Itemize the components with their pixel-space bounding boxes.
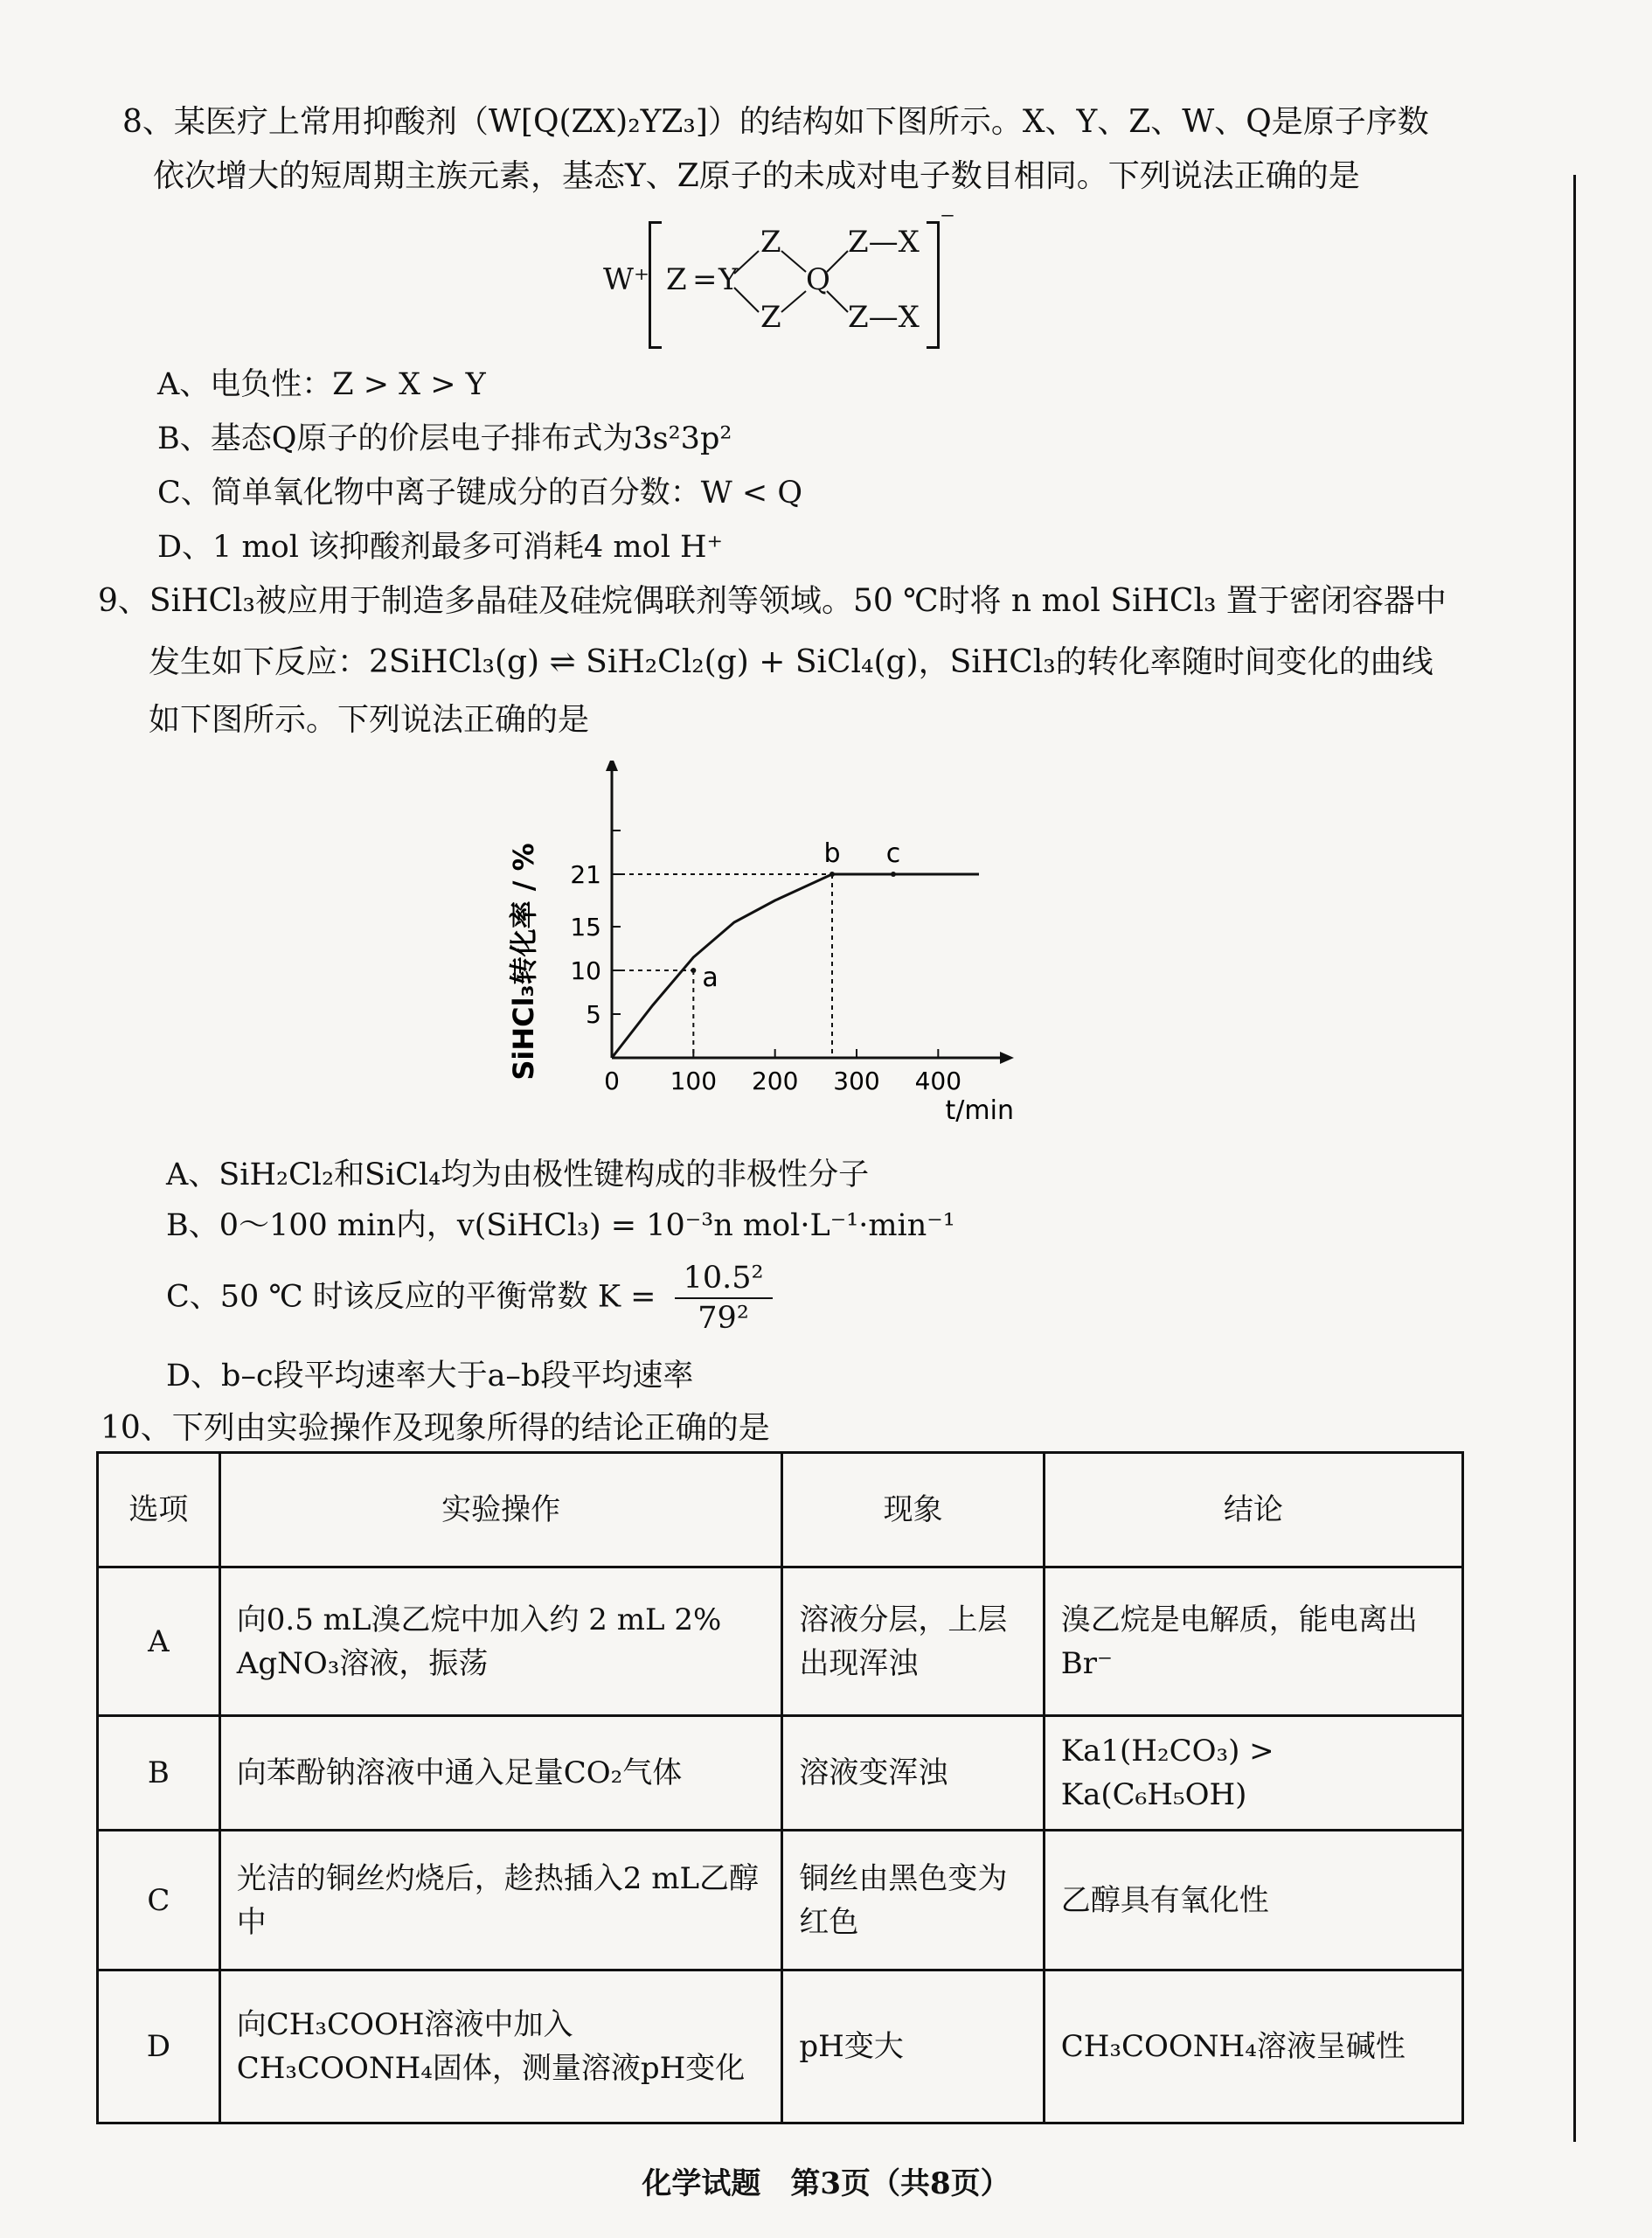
structure-charge: ⁻ [940, 204, 955, 239]
q8-option-c: C、简单氧化物中离子键成分的百分数：W < Q [157, 476, 803, 511]
row-option: B [98, 1716, 220, 1831]
header-phenomenon: 现象 [782, 1453, 1044, 1567]
experiment-table [96, 1451, 1464, 2124]
q9-option-c [166, 1259, 773, 1338]
q8-option-b: B、基态Q原子的价层电子排布式为3s²3p² [157, 421, 732, 456]
row-operation: 向CH₃COOH溶液中加入CH₃COONH₄固体，测量溶液pH变化 [219, 1970, 782, 2123]
q10-title: 10、下列由实验操作及现象所得的结论正确的是 [101, 1410, 770, 1446]
series-line [612, 874, 979, 1058]
structure-double-bond: = [692, 262, 718, 297]
row-operation: 向苯酚钠溶液中通入足量CO₂气体 [219, 1716, 782, 1831]
header-conclusion: 结论 [1044, 1453, 1462, 1567]
x-tick-label: 0 [604, 1067, 620, 1095]
page-footer: 化学试题 第3页（共8页） [642, 2166, 1010, 2201]
q8-line2: 依次增大的短周期主族元素，基态Y、Z原子的未成对电子数目相同。下列说法正确的是 [153, 158, 1360, 194]
equilibrium-fraction [675, 1259, 773, 1338]
y-axis-label: SiHCl₃转化率 / % [507, 843, 540, 1081]
x-axis-arrow [1000, 1052, 1014, 1064]
row-phenomenon: 溶液分层，上层出现浑浊 [782, 1567, 1044, 1716]
y-tick-label: 21 [570, 860, 601, 889]
row-phenomenon: 铜丝由黑色变为红色 [782, 1831, 1044, 1970]
q9-option-c-text: C、50 ℃ 时该反应的平衡常数 K = [166, 1279, 656, 1315]
row-option: A [98, 1567, 220, 1716]
q8-line1: 8、某医疗上常用抑酸剂（W[Q(ZX)₂YZ₃]）的结构如下图所示。X、Y、Z、W、Q是原子序数 [122, 104, 1429, 140]
margin-line [1573, 175, 1576, 2142]
conversion-chart [507, 761, 1031, 1136]
header-operation: 实验操作 [219, 1453, 782, 1567]
y-tick-label: 5 [586, 1000, 601, 1029]
table-row [98, 1567, 1463, 1716]
q9-line2: 发生如下反应：2SiHCl₃(g) ⇌ SiH₂Cl₂(g) + SiCl₄(g)，SiHCl₃的转化率随时间变化的曲线 [149, 644, 1433, 680]
structure-z-left: Z [666, 262, 687, 297]
row-option: C [98, 1831, 220, 1970]
x-tick-label: 100 [670, 1067, 718, 1095]
fraction-denominator: 79² [698, 1301, 749, 1336]
table-row [98, 1831, 1463, 1970]
row-option: D [98, 1970, 220, 2123]
structure-q: Q [806, 262, 830, 297]
row-conclusion: 乙醇具有氧化性 [1044, 1831, 1462, 1970]
point-label: c [885, 838, 901, 869]
point-label: a [702, 963, 718, 993]
x-tick-label: 400 [914, 1067, 962, 1095]
q9-line3: 如下图所示。下列说法正确的是 [149, 702, 590, 738]
q8-structure [603, 204, 970, 350]
row-conclusion: Ka1(H₂CO₃) > Ka(C₆H₅OH) [1044, 1716, 1462, 1831]
q8-option-a: A、电负性：Z > X > Y [157, 367, 486, 402]
structure-z-top: Z [760, 225, 781, 260]
point-label: b [823, 838, 841, 869]
structure-zx-top: Z—X [848, 225, 920, 260]
structure-y: Y [718, 262, 739, 297]
table-row [98, 1970, 1463, 2123]
row-conclusion: CH₃COONH₄溶液呈碱性 [1044, 1970, 1462, 2123]
y-axis-arrow [606, 761, 618, 771]
row-phenomenon: 溶液变浑浊 [782, 1716, 1044, 1831]
data-point [829, 872, 835, 877]
y-tick-label: 15 [570, 913, 601, 942]
x-tick-label: 300 [833, 1067, 880, 1095]
structure-zx-bottom: Z—X [848, 300, 920, 335]
q9-option-d: D、b–c段平均速率大于a–b段平均速率 [166, 1359, 694, 1394]
table-row [98, 1716, 1463, 1831]
fraction-numerator: 10.5² [675, 1259, 773, 1299]
header-option: 选项 [98, 1453, 220, 1567]
q9-option-a: A、SiH₂Cl₂和SiCl₄均为由极性键构成的非极性分子 [166, 1157, 870, 1192]
row-phenomenon: pH变大 [782, 1970, 1044, 2123]
data-point [691, 968, 696, 973]
row-conclusion: 溴乙烷是电解质，能电离出Br⁻ [1044, 1567, 1462, 1716]
table-header-row [98, 1453, 1463, 1567]
x-tick-label: 200 [751, 1067, 799, 1095]
q9-option-b: B、0～100 min内，v(SiHCl₃) = 10⁻³n mol·L⁻¹·min⁻¹ [166, 1208, 955, 1243]
y-tick-label: 10 [570, 956, 601, 985]
structure-z-bottom: Z [760, 300, 781, 335]
q9-line1: 9、SiHCl₃被应用于制造多晶硅及硅烷偶联剂等领域。50 ℃时将 n mol SiHCl₃ 置于密闭容器中 [98, 583, 1447, 619]
row-operation: 光洁的铜丝灼烧后，趁热插入2 mL乙醇中 [219, 1831, 782, 1970]
structure-cation: W⁺ [603, 262, 649, 297]
structure-bonds [603, 214, 970, 350]
data-point [891, 872, 896, 877]
x-axis-label: t/min [945, 1095, 1014, 1126]
q8-option-d: D、1 mol 该抑酸剂最多可消耗4 mol H⁺ [157, 530, 724, 565]
row-operation: 向0.5 mL溴乙烷中加入约 2 mL 2% AgNO₃溶液，振荡 [219, 1567, 782, 1716]
